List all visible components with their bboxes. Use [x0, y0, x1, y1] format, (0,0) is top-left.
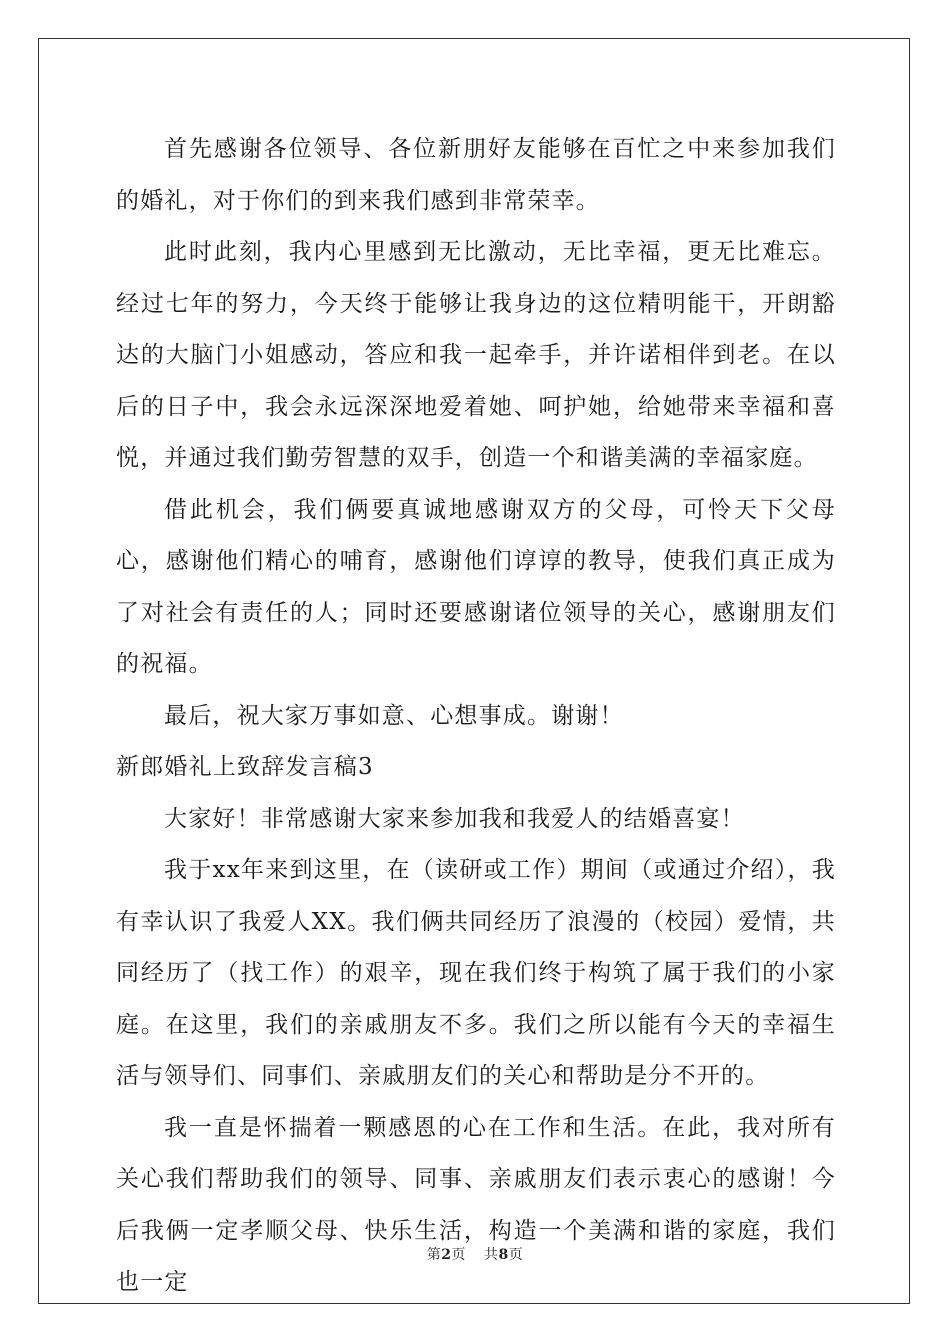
document-body: [116, 124, 836, 1309]
footer-current-page: 2: [441, 1247, 452, 1263]
footer-total-unit: 页: [508, 1247, 524, 1263]
paragraph-closing: 最后，祝大家万事如意、心想事成。谢谢！: [164, 702, 624, 729]
footer-page-unit: 页: [451, 1247, 466, 1263]
paragraph-parents: 借此机会，我们俩要真诚地感谢双方的父母，可怜天下父母心，感谢他们精心的哺育，感谢他们谆谆的教导，使我们真正成为了对社会有责任的人；同时还要感谢诸位领导的关心，感谢朋友们的祝福。: [116, 496, 836, 677]
paragraph-gratitude: 我一直是怀揣着一颗感恩的心在工作和生活。在此，我对所有关心我们帮助我们的领导、同事、亲戚朋友们表示衷心的感谢！今后我俩一定孝顺父母、快乐生活，构造一个美满和谐的家庭，我们也一定: [116, 1114, 836, 1295]
page-footer: [0, 1244, 950, 1264]
paragraph-story: 我于xx年来到这里，在（读研或工作）期间（或通过介绍），我有幸认识了我爱人XX。我们俩共同经历了浪漫的（校园）爱情，共同经历了（找工作）的艰辛，现在我们终于构筑了属于我们的小家庭。在这里，我们的亲戚朋友不多。我们之所以能有今天的幸福生活与领导们、同事们、亲戚朋友们的关心和帮助是分不开的。: [116, 857, 836, 1089]
footer-total-prefix: 共: [484, 1247, 499, 1263]
paragraph-greeting: 大家好！非常感谢大家来参加我和我爱人的结婚喜宴！: [164, 805, 745, 832]
footer-total-pages: 8: [498, 1247, 509, 1263]
paragraph-emotion: 此时此刻，我内心里感到无比激动，无比幸福，更无比难忘。经过七年的努力，今天终于能够让我身边的这位精明能干，开朗豁达的大脑门小姐感动，答应和我一起牵手，并许诺相伴到老。在以后的日子中，我会永远深深地爱着她、呵护她，给她带来幸福和喜悦，并通过我们勤劳智慧的双手，创造一个和谐美满的幸福家庭。: [116, 239, 836, 471]
footer-prefix: 第: [426, 1247, 442, 1263]
paragraph-thanks: 首先感谢各位领导、各位新朋好友能够在百忙之中来参加我们的婚礼，对于你们的到来我们感到非常荣幸。: [116, 136, 836, 214]
section-heading: 新郎婚礼上致辞发言稿3: [116, 754, 374, 780]
